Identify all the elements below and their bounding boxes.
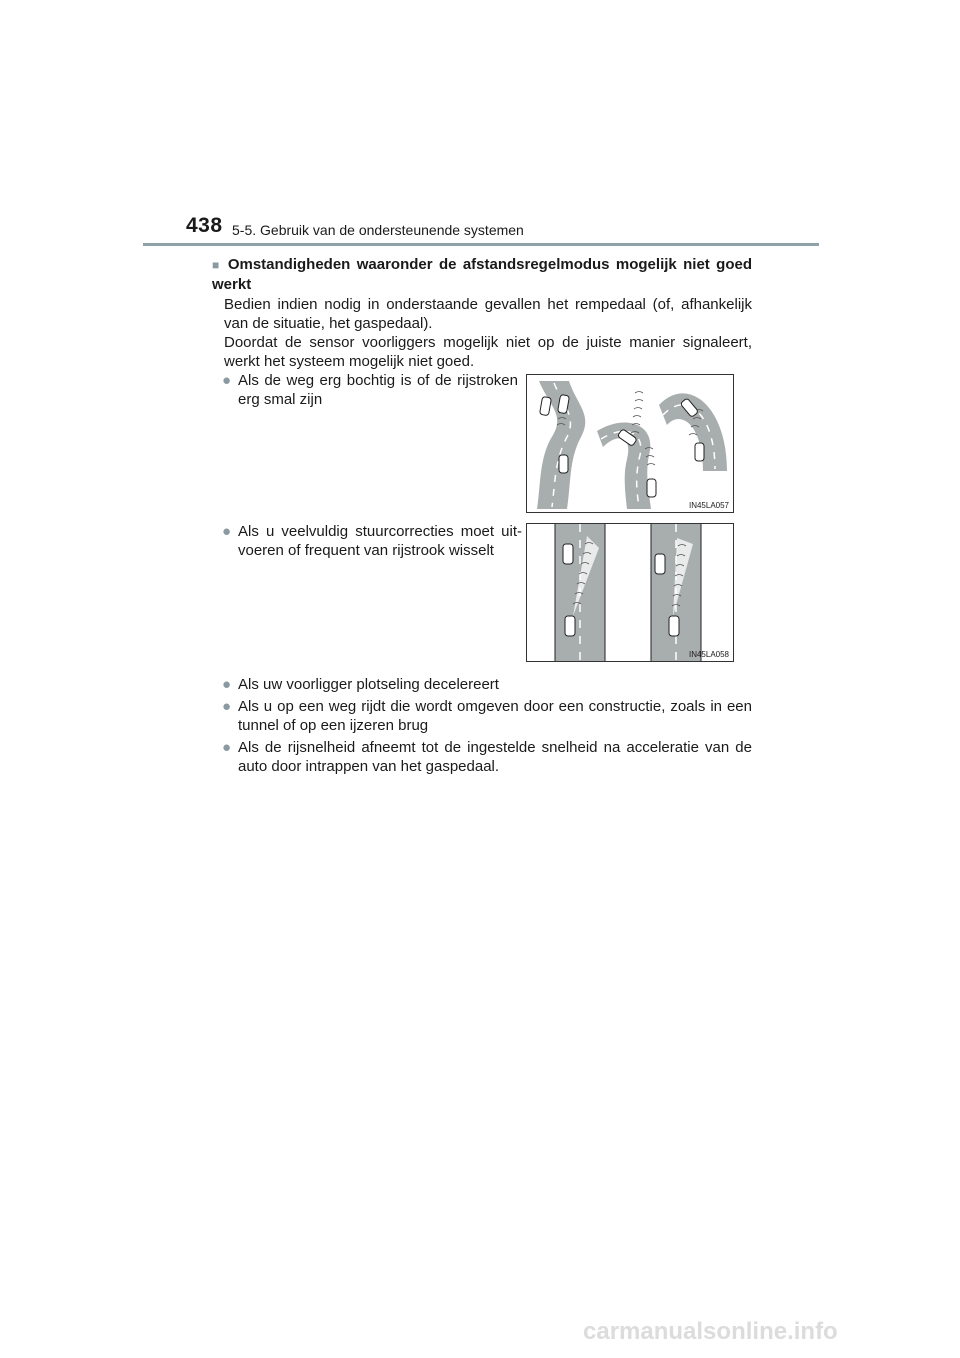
- bullet-text: Als u veelvuldig stuurcorrecties moet uit-voeren of frequent van rijstrook wisselt: [238, 523, 522, 559]
- bullet-text: Als uw voorligger plotseling decelereert: [238, 676, 499, 693]
- bullet-icon: ●: [222, 523, 232, 540]
- bullet-item-1: [222, 371, 518, 411]
- bullet-icon: ●: [222, 372, 232, 389]
- figure-curved-roads-drawing: [527, 375, 733, 512]
- figure-lane-changes: [526, 523, 734, 662]
- figure-code: IN45LA058: [688, 650, 729, 659]
- intro-paragraph-2: Doordat de sensor voorliggers mogelijk niet op de juiste manier signaleert, werkt het systeem mogelijk niet goed.: [224, 334, 752, 370]
- section-heading: [212, 255, 752, 294]
- bullet-text: Als u op een weg rijdt die wordt omgeven door een constructie, zoals in een tunnel of op een ijzeren brug: [238, 698, 752, 734]
- intro-paragraph-1: Bedien indien nodig in onderstaande gevallen het rempedaal (of, afhankelijk van de situatie, het gaspedaal).: [224, 296, 752, 332]
- page-number: 438: [186, 214, 223, 237]
- bullet-icon: ●: [222, 739, 232, 756]
- bullet-icon: ●: [222, 698, 232, 715]
- figure-code: IN45LA057: [688, 501, 729, 510]
- bullet-icon: ●: [222, 676, 232, 693]
- bullet-text: Als de rijsnelheid afneemt tot de ingestelde snelheid na acceleratie van de auto door intrappen van het gaspedaal.: [238, 739, 752, 775]
- figure-curved-roads: [526, 374, 734, 513]
- bullet-item-5: [222, 738, 752, 778]
- bullet-item-3: [222, 675, 752, 695]
- watermark-logo: carmanualsonline.info: [583, 1318, 838, 1345]
- section-title: 5-5. Gebruik van de ondersteunende systemen: [232, 222, 524, 238]
- bullet-item-4: [222, 697, 752, 737]
- bullet-text: Als de weg erg bochtig is of de rijstroken erg smal zijn: [238, 372, 518, 408]
- bullet-item-2: [222, 522, 522, 562]
- section-marker-icon: ■: [212, 258, 222, 272]
- header-rule: [143, 243, 819, 246]
- section-heading-text: Omstandigheden waaronder de afstandsregelmodus mogelijk niet goed werkt: [212, 256, 752, 293]
- figure-lane-changes-drawing: [527, 524, 733, 661]
